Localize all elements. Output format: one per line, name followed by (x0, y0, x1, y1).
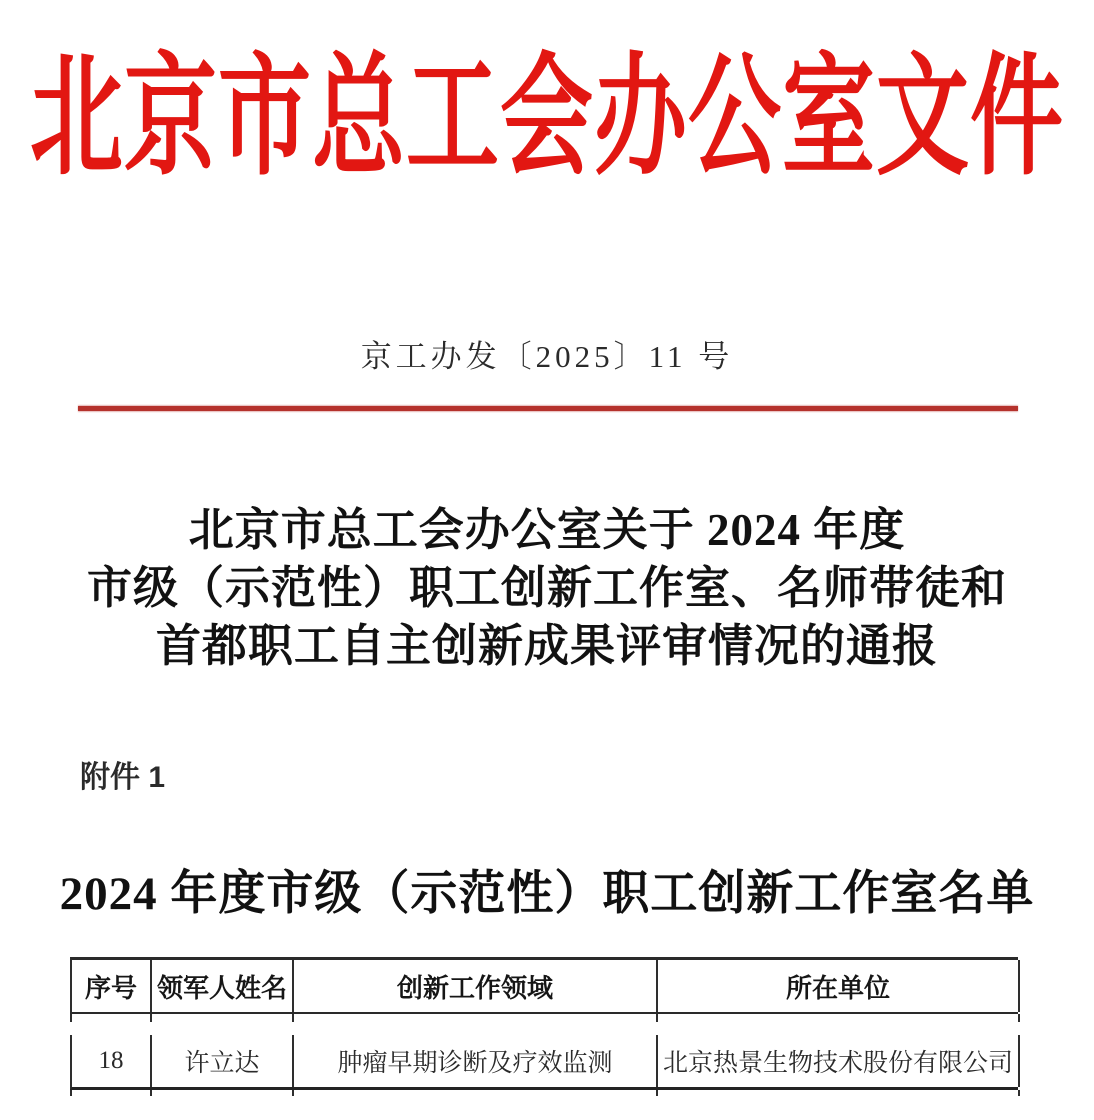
gap-cell (70, 1022, 150, 1035)
row-cell-no: 18 (72, 1035, 152, 1087)
table-stitch-gap (70, 1022, 1018, 1035)
sliver-cell (294, 1090, 658, 1096)
table-header-row (70, 957, 1018, 1014)
notice-title-line-3: 首都职工自主创新成果评审情况的通报 (155, 621, 938, 671)
notice-title (0, 501, 1094, 675)
sliver-cell (72, 1014, 152, 1022)
workstudio-roster-table (70, 957, 1018, 1096)
sliver-cell (72, 1090, 152, 1096)
row-cell-leader: 许立达 (152, 1035, 294, 1087)
section-title: 2024 年度市级（示范性）职工创新工作室名单 (59, 868, 1035, 920)
table-header-no: 序号 (72, 960, 152, 1012)
document-number: 京工办发〔2025〕11 号 (360, 339, 734, 374)
row-cell-org: 北京热景生物技术股份有限公司 (658, 1035, 1020, 1087)
gap-cell (150, 1022, 292, 1035)
notice-title-line-1: 北京市总工会办公室关于 2024 年度 (188, 505, 906, 555)
sliver-cell (152, 1014, 294, 1022)
red-divider-line (78, 406, 1018, 411)
attachment-label: 附件 1 (80, 761, 166, 794)
sliver-cell (294, 1014, 658, 1022)
table-header-org: 所在单位 (658, 960, 1020, 1012)
gap-cell (292, 1022, 656, 1035)
table-row (70, 1035, 1018, 1090)
table-header-field: 创新工作领域 (294, 960, 658, 1012)
row-cell-field: 肿瘤早期诊断及疗效监测 (294, 1035, 658, 1087)
gap-cell (656, 1022, 1018, 1035)
notice-title-line-2: 市级（示范性）职工创新工作室、名师带徒和 (86, 563, 1007, 613)
sliver-cell (658, 1090, 1020, 1096)
table-next-row-sliver (70, 1090, 1018, 1096)
masthead-title: 北京市总工会办公室文件 (30, 45, 1064, 192)
table-header-leader: 领军人姓名 (152, 960, 294, 1012)
table-cropped-row-sliver (70, 1014, 1018, 1022)
sliver-cell (152, 1090, 294, 1096)
sliver-cell (658, 1014, 1020, 1022)
